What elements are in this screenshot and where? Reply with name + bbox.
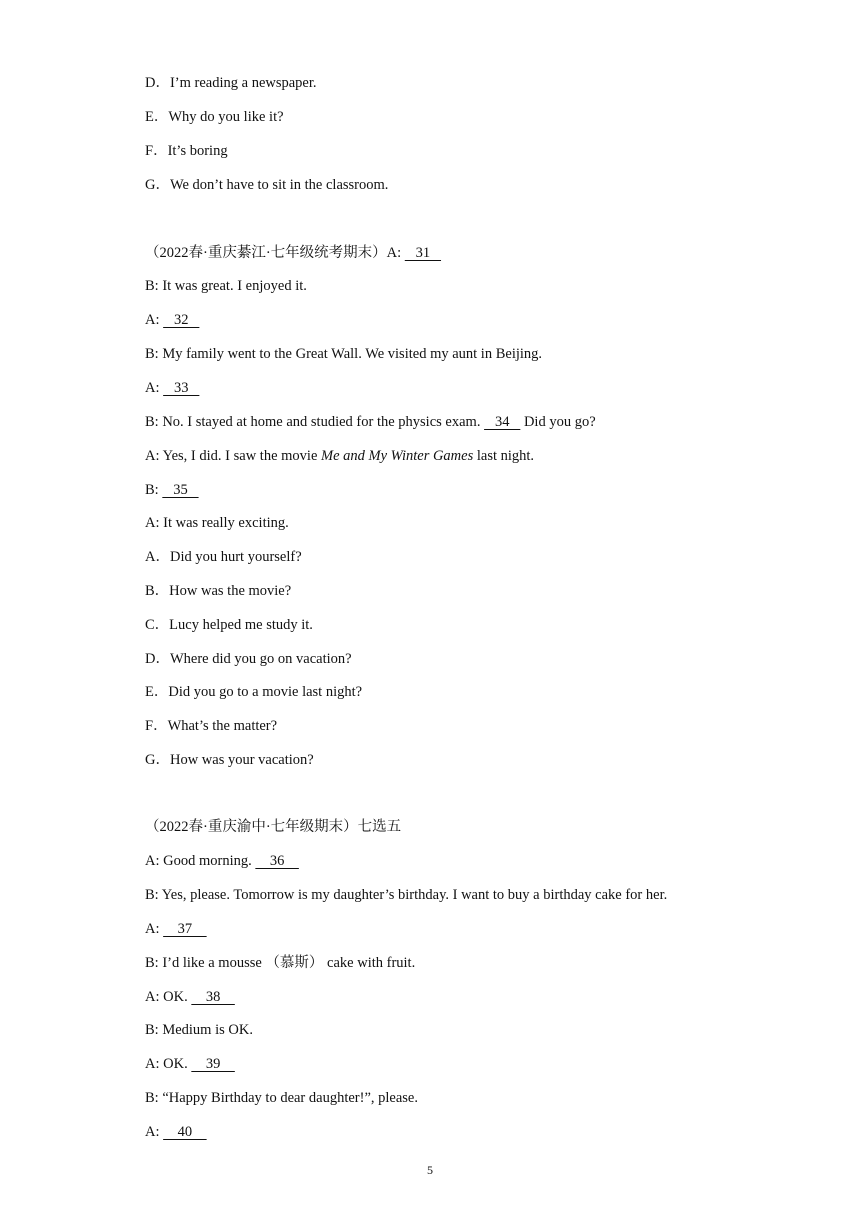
- option-b: B．How was the movie?: [145, 583, 292, 599]
- dialog-line: A: Yes, I did. I saw the movie Me and My Winter Games last night.: [145, 448, 535, 464]
- section2-source: （2022春·重庆綦江·七年级统考期末）A:: [145, 245, 405, 261]
- dialog-line: B: “Happy Birthday to dear daughter!”, please.: [145, 1090, 418, 1106]
- option-g-top: G．We don’t have to sit in the classroom.: [145, 177, 389, 193]
- blank-38: 38: [191, 989, 235, 1005]
- blank-36: 36: [255, 853, 299, 869]
- dialog-line: B: No. I stayed at home and studied for the physics exam. 34 Did you go?: [145, 414, 596, 430]
- movie-title: Me and My Winter Games: [321, 448, 474, 464]
- dialog-line: B: My family went to the Great Wall. We visited my aunt in Beijing.: [145, 346, 543, 362]
- blank-34: 34: [484, 414, 521, 430]
- section3-header: （2022春·重庆渝中·七年级期末）七选五: [145, 819, 402, 835]
- dialog-line: A: Good morning. 36: [145, 853, 299, 869]
- option-f-top: F．It’s boring: [145, 143, 228, 159]
- blank-32: 32: [163, 312, 200, 328]
- dialog-line: A: It was really exciting.: [145, 515, 289, 531]
- blank-31: 31: [404, 245, 442, 261]
- blank-39: 39: [191, 1056, 235, 1072]
- option-e-top: E．Why do you like it?: [145, 109, 284, 125]
- option-f: F．What’s the matter?: [145, 718, 278, 734]
- dialog-line: A: OK. 38: [145, 989, 235, 1005]
- option-c: C．Lucy helped me study it.: [145, 617, 313, 633]
- blank-40: 40: [163, 1124, 207, 1140]
- dialog-line: B: Yes, please. Tomorrow is my daughter’s birthday. I want to buy a birthday cake for her.: [145, 887, 668, 903]
- dialog-line: A: 40: [145, 1124, 207, 1140]
- option-e: E．Did you go to a movie last night?: [145, 684, 363, 700]
- dialog-line: A: 32: [145, 312, 200, 328]
- dialog-line: B: 35: [145, 482, 199, 498]
- option-d: D．Where did you go on vacation?: [145, 651, 352, 667]
- dialog-line: A: OK. 39: [145, 1056, 235, 1072]
- dialog-line: B: Medium is OK.: [145, 1022, 253, 1038]
- option-d-top: D．I’m reading a newspaper.: [145, 75, 317, 91]
- blank-33: 33: [163, 380, 200, 396]
- option-a: A．Did you hurt yourself?: [145, 549, 302, 565]
- dialog-line: A: 37: [145, 921, 207, 937]
- section2-header: [145, 244, 441, 262]
- dialog-line: A: 33: [145, 380, 200, 396]
- page-number: 5: [427, 1163, 433, 1177]
- dialog-line: B: It was great. I enjoyed it.: [145, 278, 307, 294]
- blank-35: 35: [162, 482, 199, 498]
- option-g: G．How was your vacation?: [145, 752, 314, 768]
- blank-37: 37: [163, 921, 207, 937]
- dialog-line: B: I’d like a mousse （慕斯） cake with fruit.: [145, 955, 416, 971]
